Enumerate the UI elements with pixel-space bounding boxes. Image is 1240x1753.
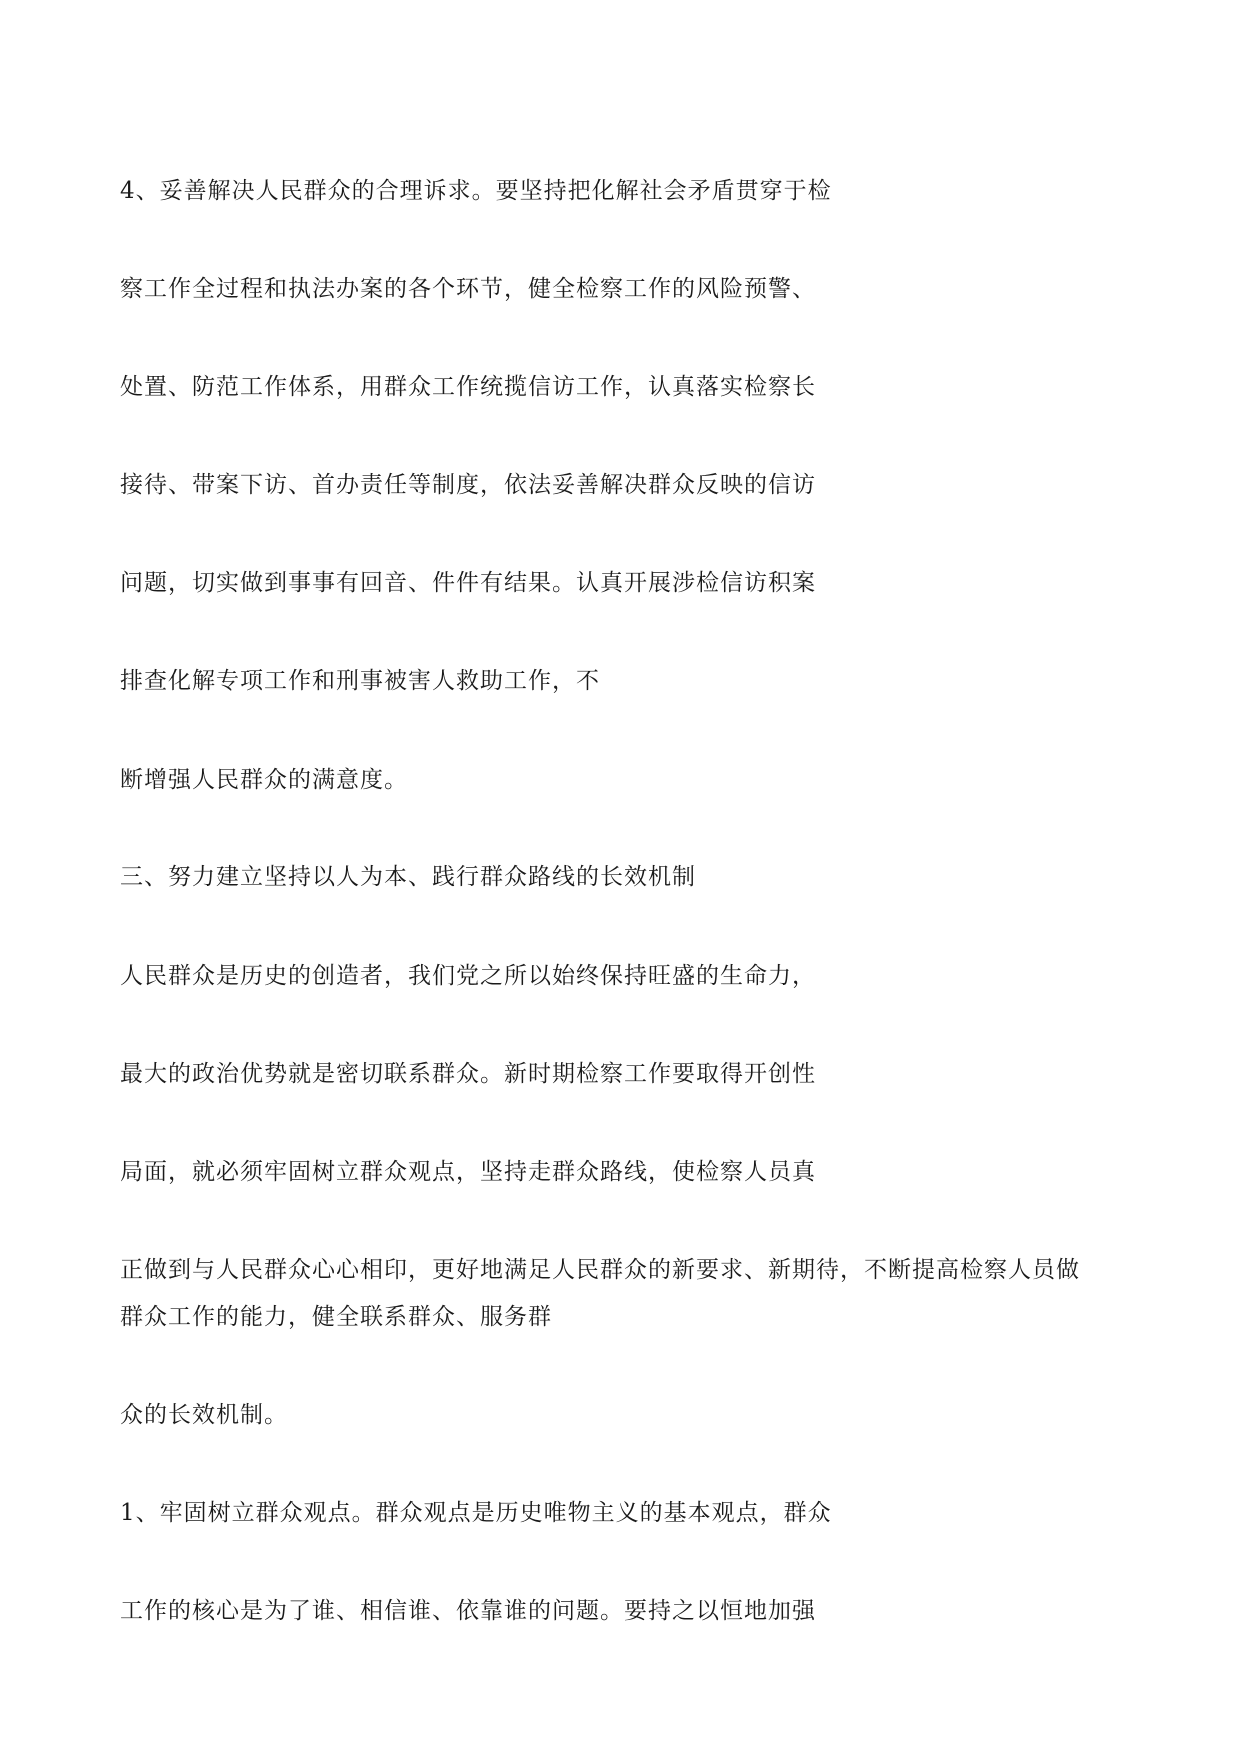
paragraph-line: 最大的政治优势就是密切联系群众。新时期检察工作要取得开创性 — [120, 1061, 816, 1087]
paragraph-line: 人民群众是历史的创造者，我们党之所以始终保持旺盛的生命力， — [120, 963, 816, 989]
paragraph-line: 处置、防范工作体系，用群众工作统揽信访工作，认真落实检察长 — [120, 374, 816, 400]
section-heading: 三、努力建立坚持以人为本、践行群众路线的长效机制 — [120, 864, 696, 890]
paragraph-line: 排查化解专项工作和刑事被害人救助工作，不 — [120, 668, 600, 694]
paragraph-line: 工作的核心是为了谁、相信谁、依靠谁的问题。要持之以恒地加强 — [120, 1598, 816, 1624]
paragraph-line: 群众工作的能力，健全联系群众、服务群 — [120, 1304, 552, 1330]
paragraph-line: 接待、带案下访、首办责任等制度，依法妥善解决群众反映的信访 — [120, 472, 816, 498]
paragraph-line: 察工作全过程和执法办案的各个环节，健全检察工作的风险预警、 — [120, 276, 816, 302]
paragraph-line: 1、牢固树立群众观点。群众观点是历史唯物主义的基本观点，群众 — [120, 1500, 832, 1526]
paragraph-line: 局面，就必须牢固树立群众观点，坚持走群众路线，使检察人员真 — [120, 1159, 816, 1185]
paragraph-line: 问题，切实做到事事有回音、件件有结果。认真开展涉检信访积案 — [120, 570, 816, 596]
paragraph-line: 众的长效机制。 — [120, 1402, 288, 1428]
paragraph-line: 正做到与人民群众心心相印，更好地满足人民群众的新要求、新期待，不断提高检察人员做 — [120, 1257, 1080, 1283]
paragraph-line: 断增强人民群众的满意度。 — [120, 767, 408, 793]
paragraph-line: 4、妥善解决人民群众的合理诉求。要坚持把化解社会矛盾贯穿于检 — [120, 178, 832, 204]
